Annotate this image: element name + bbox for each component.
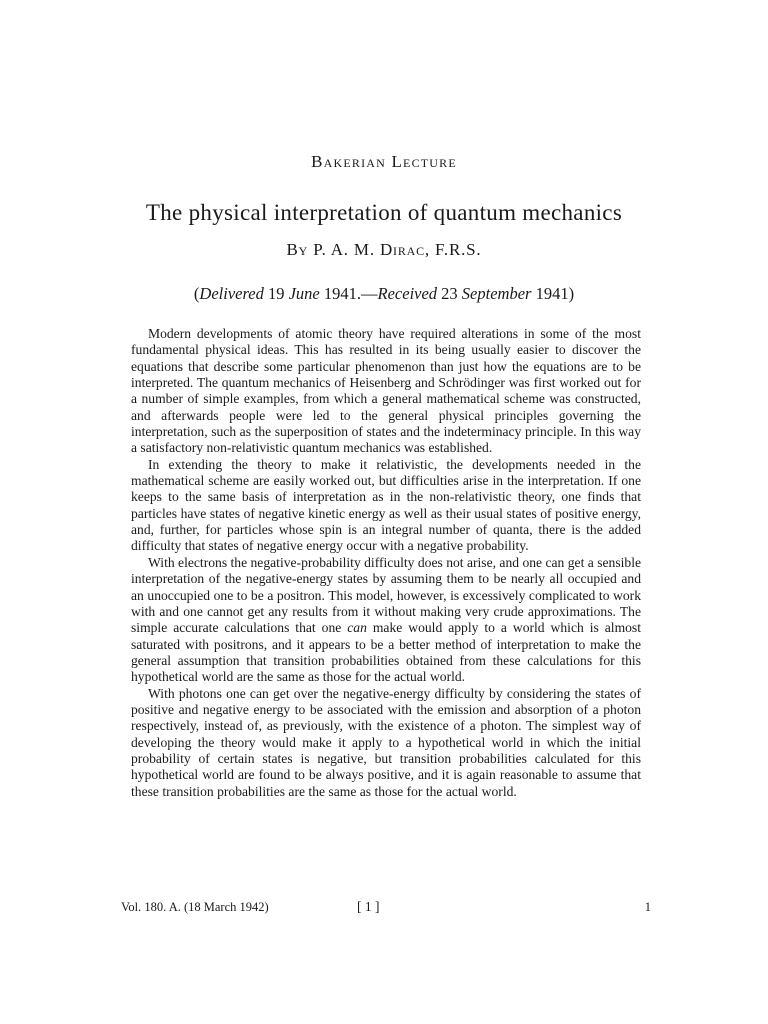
paragraph-3-emphasis: can	[347, 620, 367, 636]
delivery-dates: (Delivered 19 June 1941.—Received 23 September 1941)	[193, 284, 575, 303]
author-by: By	[286, 240, 309, 259]
delivered-day: 19	[267, 284, 285, 303]
author-line	[0, 240, 768, 260]
page-number: [ 1 ]	[357, 899, 380, 914]
received-month: September	[461, 284, 532, 303]
paragraph-3-part-b: make would apply to a world which is almost saturated with positrons, and it appears to be a better method of interpretation to make the general assumption that transition probabilities obtained from these calculations for this hypothetical world are the same as those for the actual world.	[131, 620, 642, 685]
author-suffix: , F.R.S.	[424, 240, 482, 259]
article-body	[131, 326, 641, 800]
delivered-month: June	[288, 284, 320, 303]
article-title: The physical interpretation of quantum mechanics	[145, 200, 623, 225]
signature-mark: 1	[644, 900, 651, 914]
page-footer	[121, 900, 651, 920]
received-label: Received	[377, 284, 438, 303]
series-title: Bakerian Lecture	[311, 152, 457, 171]
paragraph-2: In extending the theory to make it relativistic, the developments needed in the mathematical scheme are easily worked out, but difficulties arise in the interpretation. If one keeps to the same basis of interpretation as in the non-relativistic theory, one finds that particles have states of negative kinetic energy as well as their usual states of positive energy, and, further, for particles whose spin is an integral number of quanta, there is the added difficulty that states of negative energy occur with a negative probability.	[131, 456, 641, 554]
delivered-year: 1941.	[323, 284, 362, 303]
delivered-label: Delivered	[199, 284, 264, 303]
paragraph-4: With photons one can get over the negative-energy difficulty by considering the states of positive and negative energy to be associated with the emission and absorption of a photon respectively, instead of, as previously, with the existence of a photon. The simplest way of developing the theory would make it apply to a hypothetical world in which the initial probability of certain states is negative, but transition probabilities calculated for this hypothetical world are found to be always positive, and it is again reasonable to assume that these transition probabilities are the same as those for the actual world.	[131, 685, 641, 799]
date-dash: —	[361, 284, 378, 303]
author-initials: P. A. M.	[313, 240, 375, 259]
author-surname: Dirac	[379, 240, 425, 259]
received-day: 23	[441, 284, 458, 303]
received-year: 1941	[535, 284, 569, 303]
paragraph-1: Modern developments of atomic theory have required alterations in some of the most fundamental physical ideas. This has resulted in its being usually easier to discover the equations that describe some particular phenomenon than just how the equations are to be interpreted. The quantum mechanics of Heisenberg and Schrödinger was first worked out for a number of simple examples, from which a general mathematical scheme was constructed, and afterwards people were led to the general physical principles governing the interpretation, such as the superposition of states and the indeterminacy principle. In this way a satisfactory non-relativistic quantum mechanics was established.	[131, 326, 641, 456]
paragraph-3	[131, 555, 641, 686]
paragraph-3-part-a: With electrons the negative-probability difficulty does not arise, and one can get a sensible interpretation of the negative-energy states by assuming them to be nearly all occupied and an unoccupied one to be a positron. This model, however, is excessively complicated to work with and one cannot get any results from it without making very crude approximations. The simple accurate calculations that one	[131, 554, 641, 636]
volume-info: Vol. 180. A. (18 March 1942)	[121, 900, 269, 914]
